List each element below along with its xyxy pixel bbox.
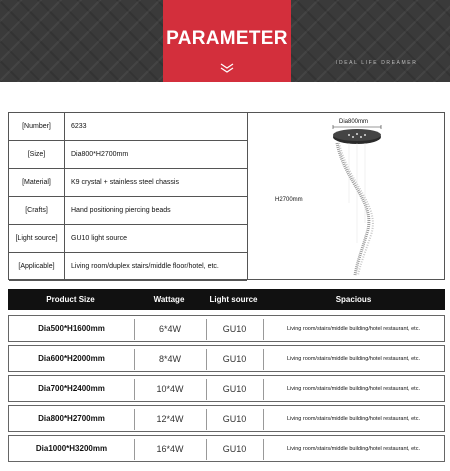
cell-spacious: Living room/stairs/middle building/hotel restaurant, etc.: [287, 385, 420, 392]
cell-source: GU10: [222, 353, 247, 364]
cell-spacious: Living room/stairs/middle building/hotel restaurant, etc.: [287, 415, 420, 422]
slogan: IDEAL LIFE DREAMER: [336, 60, 418, 66]
height-label: H2700mm: [275, 197, 303, 203]
spec-value: GU10 light source: [71, 235, 128, 242]
product-table: [8, 289, 445, 467]
spec-value: Living room/duplex stairs/middle floor/hotel, etc.: [71, 263, 219, 270]
spec-row-applicable: [9, 253, 247, 281]
table-row: [8, 375, 445, 402]
cell-source: GU10: [222, 323, 247, 334]
cell-size: Dia1000*H3200mm: [35, 444, 108, 453]
cell-spacious: Living room/stairs/middle building/hotel restaurant, etc.: [287, 445, 420, 452]
spec-row-size: [9, 141, 247, 169]
cell-source: GU10: [222, 443, 247, 454]
spec-label: [Light source]: [9, 225, 65, 252]
chevron-down-icon: [218, 62, 236, 74]
cell-wattage: 10*4W: [156, 383, 184, 394]
spec-value: 6233: [71, 123, 87, 130]
col-wattage: Wattage: [153, 295, 185, 304]
spec-divider: [247, 113, 248, 279]
spec-table: [8, 112, 445, 280]
cell-wattage: 16*4W: [156, 443, 184, 454]
cell-source: GU10: [222, 383, 247, 394]
diameter-label: Dia800mm: [339, 119, 369, 125]
spec-label: [Material]: [9, 169, 65, 196]
spec-row-material: [9, 169, 247, 197]
col-spacious: Spacious: [335, 295, 372, 304]
table-row: [8, 435, 445, 462]
cell-wattage: 8*4W: [158, 353, 181, 364]
page-title: PARAMETER: [166, 28, 288, 49]
cell-size: Dia700*H2400mm: [38, 384, 105, 393]
table-row: [8, 405, 445, 432]
cell-source: GU10: [222, 413, 247, 424]
spec-row-crafts: [9, 197, 247, 225]
spec-label: [Number]: [9, 113, 65, 140]
cell-wattage: 12*4W: [156, 413, 184, 424]
table-row: [8, 345, 445, 372]
col-product-size: Product Size: [46, 295, 95, 304]
cell-spacious: Living room/stairs/middle building/hotel restaurant, etc.: [287, 325, 420, 332]
spec-value: Dia800*H2700mm: [71, 151, 129, 158]
spec-row-number: [9, 113, 247, 141]
spec-label: [Applicable]: [9, 253, 65, 280]
spec-label: [Size]: [9, 141, 65, 168]
spec-label: [Crafts]: [9, 197, 65, 224]
table-row: [8, 315, 445, 342]
cell-size: Dia800*H2700mm: [38, 414, 105, 423]
spec-row-light-source: [9, 225, 247, 253]
spec-value: Hand positioning piercing beads: [71, 207, 171, 214]
cell-size: Dia600*H2000mm: [38, 354, 105, 363]
cell-wattage: 6*4W: [158, 323, 181, 334]
cell-spacious: Living room/stairs/middle building/hotel restaurant, etc.: [287, 355, 420, 362]
spec-value: K9 crystal + stainless steel chassis: [71, 179, 179, 186]
col-light-source: Light source: [209, 295, 258, 304]
chandelier-diagram: [327, 123, 387, 279]
table-header: [8, 289, 445, 310]
cell-size: Dia500*H1600mm: [38, 324, 105, 333]
header-band: [0, 0, 450, 82]
